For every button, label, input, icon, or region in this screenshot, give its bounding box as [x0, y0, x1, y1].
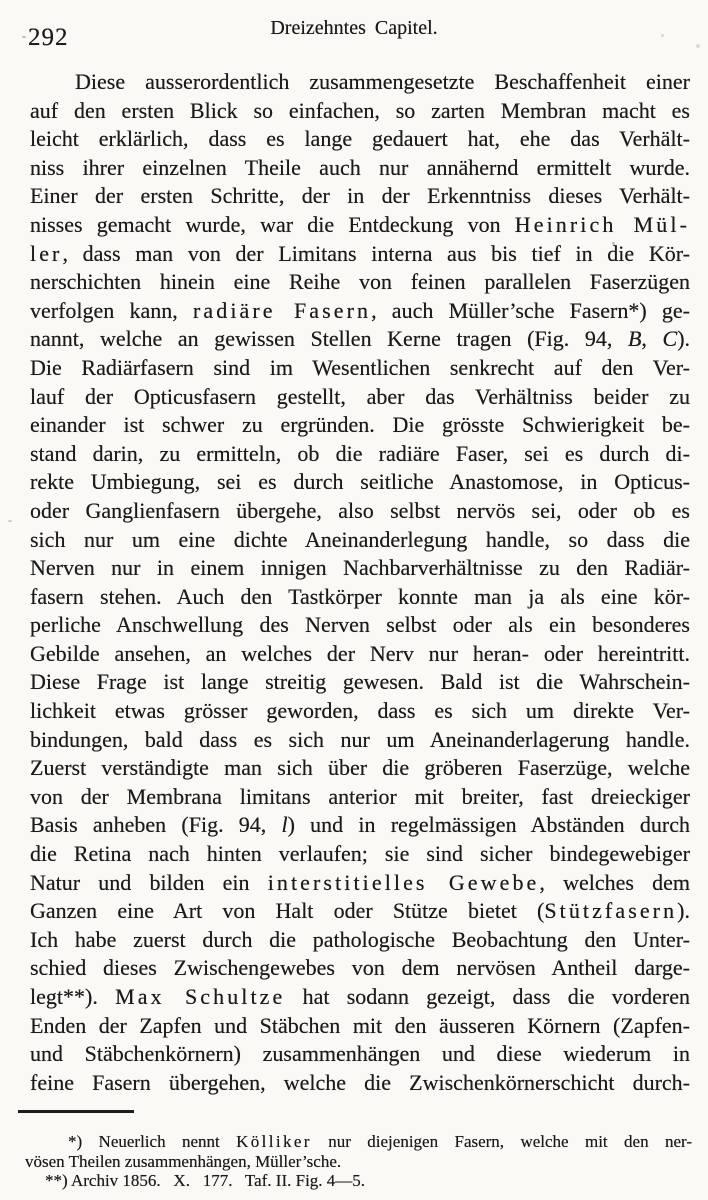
body-text-line	[30, 68, 690, 97]
body-text-line	[30, 697, 690, 726]
scan-speck	[612, 242, 615, 245]
page-number: 292	[28, 24, 69, 51]
text-segment: , welches dem	[539, 869, 690, 895]
body-text-line	[30, 154, 690, 183]
footnote-line	[25, 1171, 692, 1191]
body-text-line	[30, 526, 690, 555]
text-segment: lichkeit etwas grösser geworden, dass es sich um direkte Ver-	[30, 698, 690, 724]
letterspaced-text: Max Schultze	[115, 984, 286, 1009]
body-text-line	[30, 754, 690, 783]
italic-text: B	[627, 326, 642, 352]
text-segment: Einer der ersten Schritte, der in der Erkenntniss dieses Verhält-	[30, 183, 690, 209]
body-text-line	[30, 240, 690, 269]
text-segment: schied dieses Zwischengewebes von dem nervösen Antheil darge-	[30, 955, 690, 981]
text-segment: nur diejenigen Fasern, welche mit den ner-	[311, 1132, 692, 1151]
body-text-line	[30, 1040, 690, 1069]
italic-text: l	[281, 812, 288, 838]
body-text-line	[30, 726, 690, 755]
footnote-separator-rule	[18, 1110, 134, 1113]
body-text-line	[30, 1069, 690, 1098]
text-segment: vösen Theilen zusammenhängen, Müller’sche.	[25, 1151, 342, 1171]
text-segment: nisses gemacht wurde, war die Entdeckung von	[30, 211, 515, 237]
body-text-line	[30, 497, 690, 526]
text-segment: stand darin, zu ermitteln, ob die radiäre Faser, sei es durch di-	[30, 440, 690, 466]
chapter-title: Dreizehntes Capitel.	[270, 17, 438, 39]
body-text-line	[30, 125, 690, 154]
text-segment: Zuerst verständigte man sich über die gröberen Faserzüge, welche	[30, 755, 690, 781]
text-segment: legt**).	[30, 984, 116, 1009]
text-segment: nerschichten hinein eine Reihe von feinen parallelen Faserzügen	[30, 269, 690, 295]
body-text-line	[30, 869, 690, 898]
text-segment: , dass man von der Limitans interna aus bis tief in die Kör-	[62, 240, 690, 266]
letterspaced-text: interstitielles Gewebe	[267, 869, 540, 895]
body-text-line	[30, 411, 690, 440]
body-text-line	[30, 926, 690, 955]
text-segment: oder Ganglienfasern übergehe, also selbst nervös sei, oder ob es	[30, 497, 690, 523]
text-segment: sich nur um eine dichte Aneinanderlegung handle, so dass die	[30, 526, 690, 552]
text-segment: Basis anheben (Fig. 94,	[30, 812, 282, 838]
body-text-line	[30, 583, 690, 612]
text-segment: Natur und bilden ein	[30, 869, 268, 895]
footnote-line	[25, 1152, 692, 1172]
text-segment: und Stäbchenkörnern) zusammenhängen und diese wiederum in	[30, 1041, 690, 1067]
scan-speck	[22, 36, 26, 38]
body-text-line	[30, 554, 690, 583]
text-segment: feine Fasern übergehen, welche die Zwischenkörnerschicht durch-	[30, 1069, 690, 1095]
body-text-line	[30, 268, 690, 297]
text-segment: Ich habe zuerst durch die pathologische Beobachtung den Unter-	[30, 926, 690, 952]
scan-speck	[661, 34, 664, 37]
text-segment: Diese ausserordentlich zusammengesetzte Beschaffenheit einer	[75, 69, 690, 94]
body-text-line	[30, 611, 690, 640]
body-text-line	[30, 440, 690, 469]
text-segment: , auch Müller’sche Fasern*) ge-	[371, 297, 690, 323]
text-segment: hat sodann gezeigt, dass die vorderen	[285, 984, 690, 1009]
text-segment: ) und in regelmässigen Abständen durch	[287, 812, 690, 838]
text-segment: Diese Frage ist lange streitig gewesen. Bald ist die Wahrschein-	[30, 669, 690, 695]
body-text-line	[30, 97, 690, 126]
body-text-line	[30, 811, 690, 840]
text-segment: auf den ersten Blick so einfachen, so zarten Membran macht es	[30, 97, 690, 123]
letterspaced-text: Stützfasern	[544, 898, 678, 924]
text-segment: nannt, welche an gewissen Stellen Kerne tragen (Fig. 94,	[30, 326, 628, 352]
body-text-line	[30, 211, 690, 240]
body-text-line	[30, 1012, 690, 1041]
text-segment: ).	[677, 898, 690, 924]
body-text-line	[30, 954, 690, 983]
body-text-line	[30, 983, 690, 1012]
text-segment: *) Neuerlich nennt	[68, 1132, 237, 1151]
text-segment: von der Membrana limitans anterior mit breiter, fast dreieckiger	[30, 783, 690, 809]
footnotes	[25, 1132, 692, 1191]
text-segment: lauf der Opticusfasern gestellt, aber das Verhältniss beider zu	[30, 383, 690, 409]
letterspaced-text: Heinrich Mül-	[514, 211, 690, 237]
letterspaced-text: Kölliker	[236, 1132, 312, 1151]
footnote-line	[25, 1132, 692, 1152]
body-text-line	[30, 182, 690, 211]
text-segment: fasern stehen. Auch den Tastkörper konnte man ja als eine kör-	[30, 583, 690, 609]
body-text	[30, 68, 690, 1097]
text-segment: ).	[677, 326, 690, 352]
text-segment: bindungen, bald dass es sich nur um Aneinanderlagerung handle.	[30, 726, 690, 752]
text-segment: Die Radiärfasern sind im Wesentlichen senkrecht auf den Ver-	[30, 354, 690, 380]
body-text-line	[30, 668, 690, 697]
scan-speck	[696, 44, 700, 48]
text-segment: Ganzen eine Art von Halt oder Stütze bietet (	[30, 898, 545, 924]
text-segment: verfolgen kann,	[30, 297, 194, 323]
text-segment: leicht erklärlich, dass es lange gedauert hat, ehe das Verhält-	[30, 126, 690, 152]
text-segment: die Retina nach hinten verlaufen; sie sind sicher bindegewebiger	[30, 841, 690, 867]
letterspaced-text: radiäre Fasern	[193, 297, 372, 323]
body-text-line	[30, 297, 690, 326]
text-segment: ,	[641, 326, 663, 352]
text-segment: Gebilde ansehen, an welches der Nerv nur heran- oder hereintritt.	[30, 640, 690, 666]
body-text-line	[30, 325, 690, 354]
text-segment: Enden der Zapfen und Stäbchen mit den äusseren Körnern (Zapfen-	[30, 1012, 690, 1038]
body-text-line	[30, 897, 690, 926]
body-text-line	[30, 468, 690, 497]
body-text-line	[30, 840, 690, 869]
text-segment: niss ihrer einzelnen Theile auch nur annähernd ermittelt wurde.	[30, 154, 690, 180]
text-segment: rekte Umbiegung, sei es durch seitliche Anastomose, in Opticus-	[30, 469, 690, 495]
body-text-line	[30, 383, 690, 412]
text-segment: Nerven nur in einem innigen Nachbarverhältnisse zu den Radiär-	[30, 555, 690, 581]
text-segment: perliche Anschwellung des Nerven selbst oder als ein besonderes	[30, 612, 690, 638]
body-text-line	[30, 354, 690, 383]
text-segment: **) Archiv 1856. X. 177. Taf. II. Fig. 4—5.	[45, 1171, 366, 1190]
body-text-line	[30, 640, 690, 669]
text-segment: einander ist schwer zu ergründen. Die grösste Schwierigkeit be-	[30, 412, 690, 438]
italic-text: C	[662, 326, 678, 352]
scan-speck	[8, 520, 12, 522]
body-text-line	[30, 783, 690, 812]
letterspaced-text: ler	[30, 240, 63, 266]
